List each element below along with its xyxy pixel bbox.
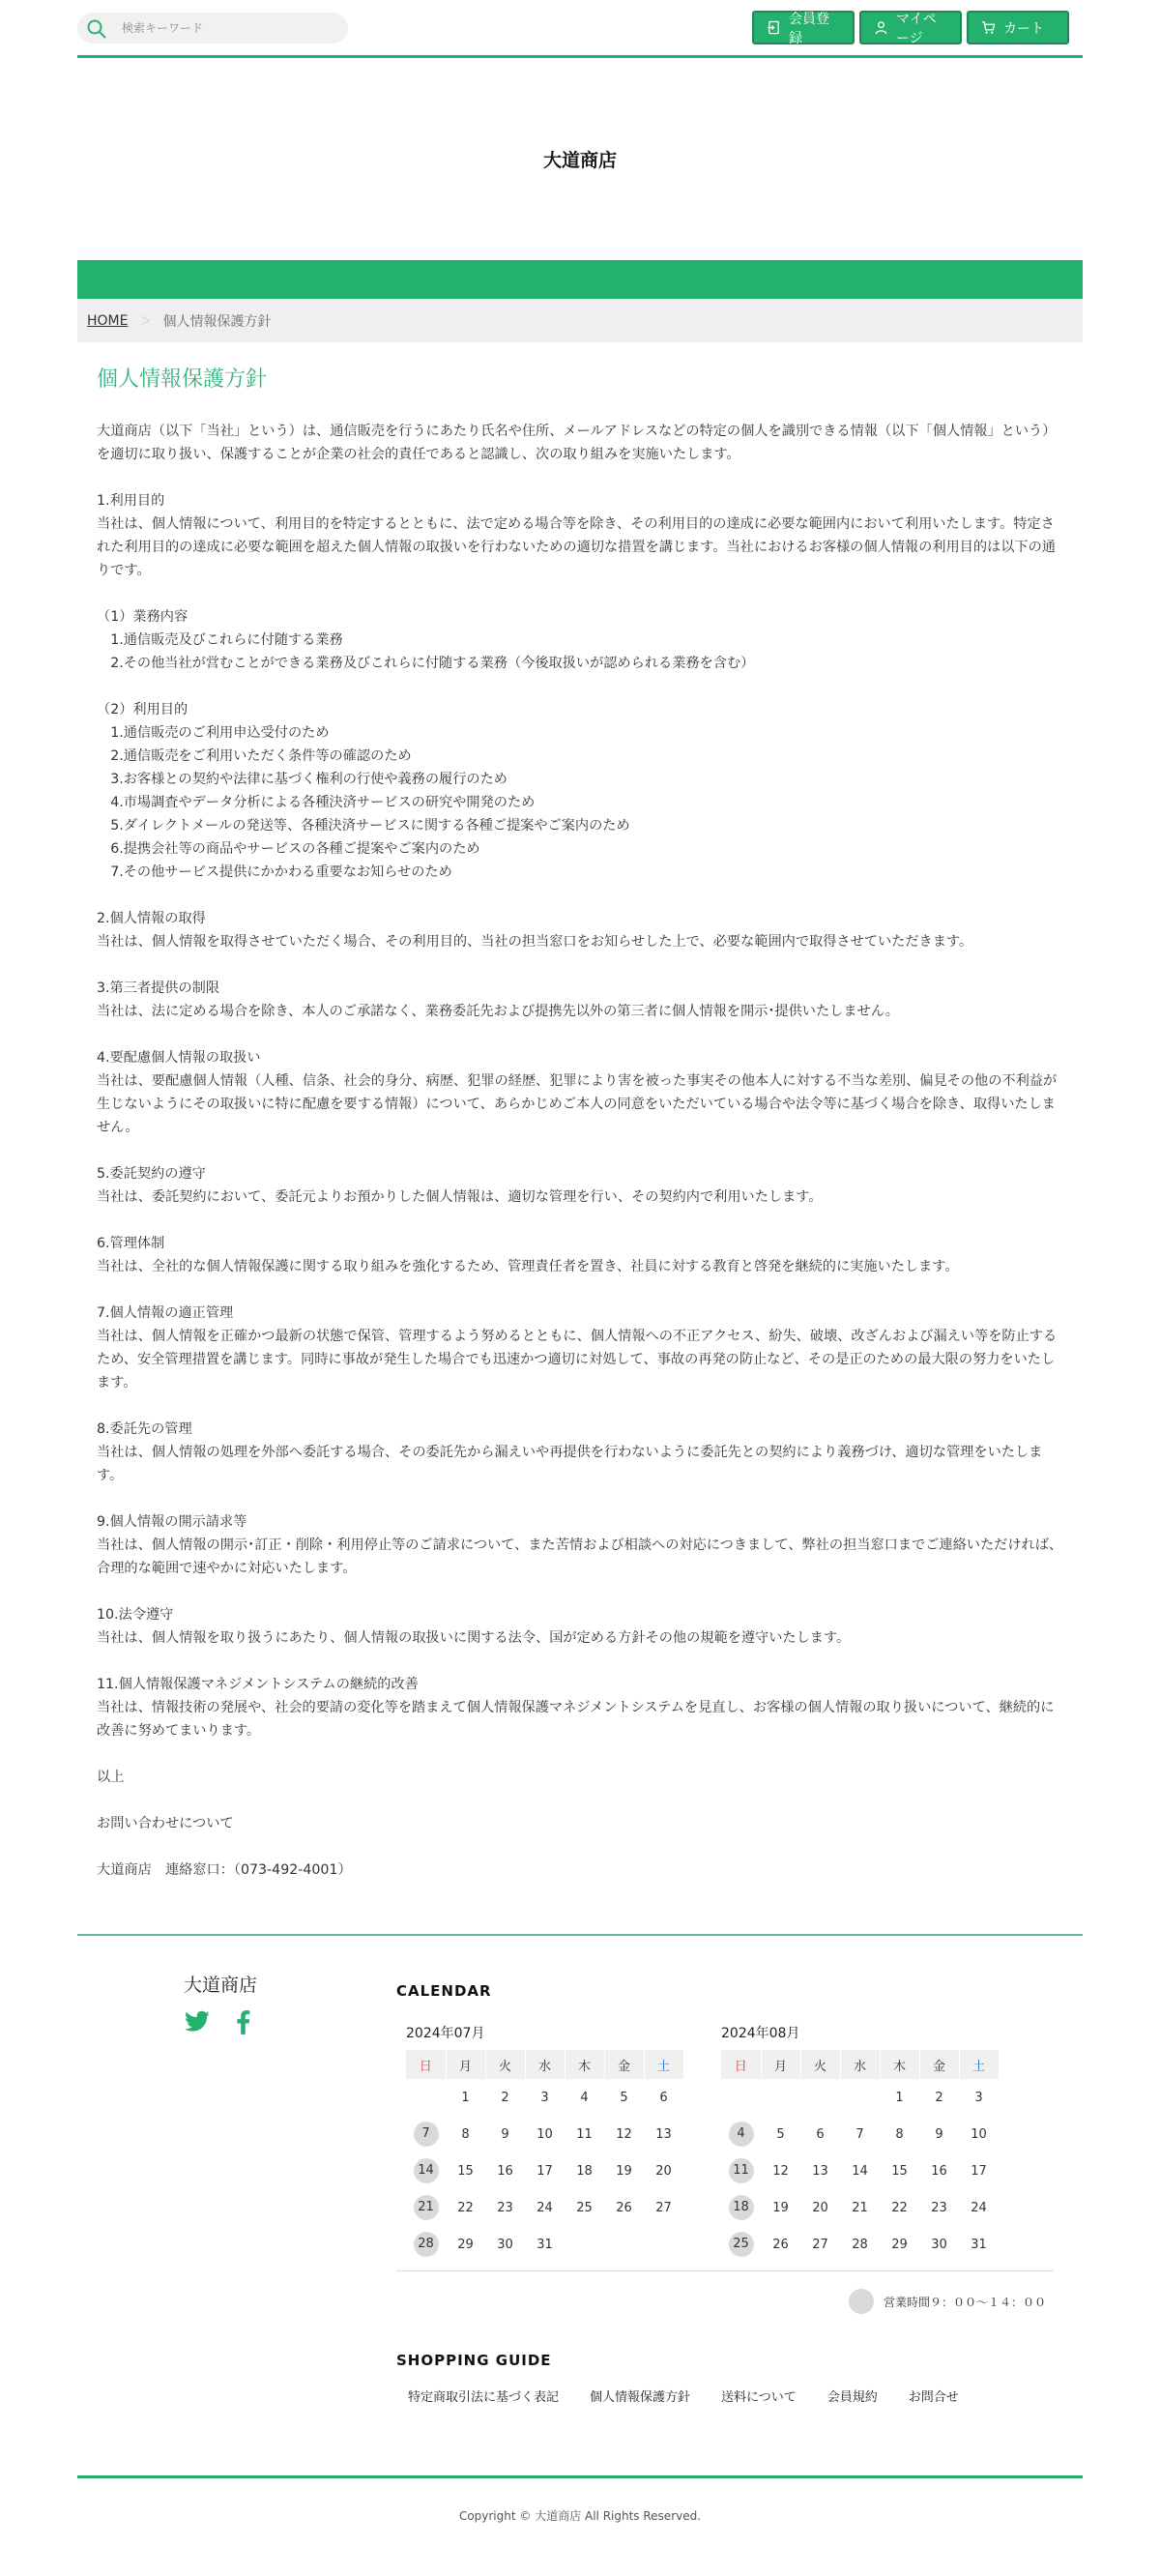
shopping-guide-heading: SHOPPING GUIDE — [396, 2352, 552, 2369]
header-bar — [77, 0, 1083, 58]
day-number: 18 — [576, 2163, 593, 2179]
day-number: 9 — [501, 2126, 509, 2142]
weekday-header: 火 — [800, 2050, 840, 2079]
calendar-day — [919, 2152, 959, 2189]
shopping-guide-links — [408, 2386, 959, 2405]
header-buttons — [752, 11, 1069, 44]
weekday-header: 土 — [959, 2050, 999, 2079]
search-input[interactable] — [122, 13, 339, 44]
calendar-day — [880, 2079, 919, 2116]
policy-paragraph: 以上 — [97, 1770, 125, 1785]
calendar-day — [959, 2226, 999, 2263]
calendar-day — [761, 2152, 800, 2189]
calendar-divider — [396, 2270, 1054, 2271]
calendar-day — [880, 2226, 919, 2263]
day-number: 24 — [536, 2200, 553, 2215]
register-icon — [767, 20, 781, 35]
policy-paragraph: 10.法令遵守 当社は、個人情報を取り扱うにあたり、個人情報の取扱いに関する法令、国が定める方針その他の規範を遵守いたします。 — [97, 1607, 851, 1646]
day-number: 4 — [580, 2090, 589, 2105]
day-number: 28 — [852, 2237, 868, 2252]
user-icon — [874, 20, 888, 35]
day-number: 23 — [931, 2200, 947, 2215]
guide-link-contact[interactable]: お問合せ — [908, 2390, 959, 2405]
calendar-day — [644, 2152, 683, 2189]
calendar-day — [840, 2079, 880, 2116]
policy-paragraph: （1）業務内容 1.通信販売及びこれらに付随する業務 2.その他当社が営むことができる業務及びこれらに付随する業務（今後取扱いが認められる業務を含む） — [97, 609, 755, 671]
day-number: 31 — [536, 2237, 553, 2252]
footer-shop-info — [184, 1971, 319, 2035]
day-number: 12 — [772, 2163, 789, 2179]
sns-links — [184, 2008, 319, 2035]
calendar-day — [604, 2189, 644, 2226]
holiday-day: 18 — [729, 2195, 754, 2220]
day-number: 19 — [772, 2200, 789, 2215]
calendar-day — [880, 2152, 919, 2189]
holiday-day: 4 — [729, 2122, 754, 2147]
calendar-day — [644, 2226, 683, 2263]
calendar-day — [406, 2226, 446, 2263]
day-number: 16 — [497, 2163, 513, 2179]
calendar-day — [880, 2116, 919, 2152]
day-number: 29 — [891, 2237, 908, 2252]
calendar-day — [721, 2226, 761, 2263]
breadcrumb — [77, 299, 1083, 342]
calendar-day — [919, 2079, 959, 2116]
page-title: 個人情報保護方針 — [97, 367, 268, 392]
calendar-day — [761, 2116, 800, 2152]
day-number: 26 — [616, 2200, 632, 2215]
cart-button[interactable] — [967, 11, 1069, 44]
calendar-day — [604, 2226, 644, 2263]
day-number: 25 — [576, 2200, 593, 2215]
twitter-icon[interactable] — [184, 2008, 211, 2035]
calendar-day — [761, 2079, 800, 2116]
policy-paragraph: 3.第三者提供の制限 当社は、法に定める場合を除き、本人のご承諾なく、業務委託先および提携先以外の第三者に個人情報を開示･提供いたしません。 — [97, 981, 899, 1019]
weekday-header: 日 — [406, 2050, 446, 2079]
policy-paragraph: 2.個人情報の取得 当社は、個人情報を取得させていただく場合、その利用目的、当社の担当窓口をお知らせした上で、必要な範囲内で取得させていただきます。 — [97, 911, 973, 950]
calendars — [406, 2023, 1054, 2263]
calendar-day — [919, 2189, 959, 2226]
month-calendar — [406, 2023, 688, 2263]
day-number: 6 — [659, 2090, 668, 2105]
calendar-day — [446, 2079, 485, 2116]
day-number: 14 — [852, 2163, 868, 2179]
day-number: 27 — [812, 2237, 828, 2252]
day-number: 8 — [461, 2126, 470, 2142]
day-number: 3 — [540, 2090, 549, 2105]
weekday-header: 木 — [880, 2050, 919, 2079]
calendar-day — [919, 2226, 959, 2263]
policy-paragraph: 9.個人情報の開示請求等 当社は、個人情報の開示･訂正・削除・利用停止等のご請求について、また苦情および相談への対応につきまして、弊社の担当窓口までご連絡いただければ、合理的な範囲で速やかに対応いたします。 — [97, 1514, 1063, 1576]
day-number: 17 — [971, 2163, 987, 2179]
holiday-legend-dot — [849, 2289, 874, 2314]
calendar-day — [800, 2226, 840, 2263]
policy-text — [97, 420, 1063, 1882]
breadcrumb-separator: ＞ — [139, 314, 152, 328]
mypage-button[interactable] — [859, 11, 962, 44]
calendar-day — [800, 2189, 840, 2226]
day-number: 27 — [655, 2200, 672, 2215]
calendar-day — [565, 2079, 604, 2116]
calendar-day — [959, 2152, 999, 2189]
day-number: 31 — [971, 2237, 987, 2252]
day-number: 20 — [812, 2200, 828, 2215]
guide-link-tokusho[interactable]: 特定商取引法に基づく表記 — [408, 2390, 560, 2405]
calendar-day — [406, 2079, 446, 2116]
policy-paragraph: 6.管理体制 当社は、全社的な個人情報保護に関する取り組みを強化するため、管理責任者を置き、社員に対する教育と啓発を継続的に実施いたします。 — [97, 1236, 959, 1274]
calendar-day — [761, 2226, 800, 2263]
day-number: 9 — [935, 2126, 943, 2142]
weekday-header: 水 — [525, 2050, 565, 2079]
policy-paragraph: （2）利用目的 1.通信販売のご利用申込受付のため 2.通信販売をご利用いただく条件等の確認のため 3.お客様との契約や法律に基づく権利の行使や義務の履行のため 4.市場調査やデータ分析による各種決済サービスの研究や開発のため 5.ダイレクトメールの発送等、各種決済サービスに関する各種ご提案やご案内のため 6.提携会社等の商品やサービスの各種ご提案やご案内のため 7.その他サービス提供にかかわる重要なお知らせのため — [97, 702, 630, 880]
calendar-day — [604, 2152, 644, 2189]
day-number: 20 — [655, 2163, 672, 2179]
day-number: 2 — [935, 2090, 943, 2105]
holiday-day: 11 — [729, 2158, 754, 2183]
day-number: 6 — [816, 2126, 825, 2142]
calendar-day — [644, 2189, 683, 2226]
calendar-day — [721, 2152, 761, 2189]
weekday-header: 月 — [761, 2050, 800, 2079]
calendar-day — [840, 2152, 880, 2189]
day-number: 26 — [772, 2237, 789, 2252]
register-button[interactable] — [752, 11, 855, 44]
day-number: 2 — [501, 2090, 509, 2105]
calendar-day — [604, 2116, 644, 2152]
calendar-day — [959, 2079, 999, 2116]
day-number: 10 — [536, 2126, 553, 2142]
calendar-day — [800, 2152, 840, 2189]
day-number: 29 — [457, 2237, 474, 2252]
calendar-day — [446, 2152, 485, 2189]
calendar-day — [565, 2226, 604, 2263]
day-number: 13 — [655, 2126, 672, 2142]
calendar-day — [485, 2116, 525, 2152]
calendar-day — [565, 2189, 604, 2226]
calendar-table — [721, 2050, 1000, 2263]
day-number: 12 — [616, 2126, 632, 2142]
policy-paragraph: 大道商店 連絡窓口：（073-492-4001） — [97, 1862, 352, 1878]
register-label: 会員登録 — [789, 11, 829, 46]
global-nav-band — [77, 260, 1083, 299]
calendar-day — [446, 2189, 485, 2226]
cart-icon — [981, 20, 996, 35]
weekday-header: 月 — [446, 2050, 485, 2079]
day-number: 7 — [856, 2126, 864, 2142]
policy-paragraph: 大道商店（以下「当社」という）は、通信販売を行うにあたり氏名や住所、メールアドレスなどの特定の個人を識別できる情報（以下「個人情報」という）を適切に取り扱い、保護することが企業の社会的責任であると認識し、次の取り組みを実施いたします。 — [97, 424, 1057, 462]
calendar-day — [721, 2116, 761, 2152]
weekday-header: 土 — [644, 2050, 683, 2079]
weekday-header: 金 — [919, 2050, 959, 2079]
calendar-day — [840, 2226, 880, 2263]
holiday-day: 25 — [729, 2232, 754, 2257]
calendar-day — [721, 2189, 761, 2226]
day-number: 22 — [891, 2200, 908, 2215]
calendar-day — [485, 2189, 525, 2226]
calendar-day — [406, 2152, 446, 2189]
main-content — [77, 366, 1083, 1934]
day-number: 22 — [457, 2200, 474, 2215]
day-number: 13 — [812, 2163, 828, 2179]
calendar-day — [644, 2079, 683, 2116]
day-number: 5 — [620, 2090, 628, 2105]
calendar-day — [565, 2152, 604, 2189]
calendar-day — [644, 2116, 683, 2152]
calendar-day — [761, 2189, 800, 2226]
day-number: 23 — [497, 2200, 513, 2215]
guide-link-terms[interactable]: 会員規約 — [826, 2390, 878, 2405]
copyright: Copyright © 大道商店 All Rights Reserved. — [458, 2509, 702, 2523]
calendar-day — [800, 2079, 840, 2116]
day-number: 3 — [974, 2090, 983, 2105]
calendar-day — [446, 2226, 485, 2263]
policy-paragraph: 8.委託先の管理 当社は、個人情報の処理を外部へ委託する場合、その委託先から漏えいや再提供を行わないように委託先との契約により義務づけ、適切な管理をいたします。 — [97, 1421, 1043, 1483]
day-number: 30 — [497, 2237, 513, 2252]
facebook-icon[interactable] — [230, 2008, 257, 2035]
month-calendar — [721, 2023, 1003, 2263]
holiday-day: 21 — [414, 2195, 439, 2220]
weekday-header: 火 — [485, 2050, 525, 2079]
weekday-header: 金 — [604, 2050, 644, 2079]
calendar-day — [406, 2189, 446, 2226]
breadcrumb-current: 個人情報保護方針 — [162, 313, 272, 330]
shop-logo-title[interactable]: 大道商店 — [542, 150, 617, 171]
calendar-table — [406, 2050, 684, 2263]
weekday-header: 日 — [721, 2050, 761, 2079]
day-number: 30 — [931, 2237, 947, 2252]
policy-paragraph: 5.委託契約の遵守 当社は、委託契約において、委託元よりお預かりした個人情報は、適切な管理を行い、その契約内で利用いたします。 — [97, 1166, 823, 1205]
day-number: 1 — [461, 2090, 470, 2105]
mypage-label: マイページ — [896, 11, 937, 46]
day-number: 11 — [576, 2126, 593, 2142]
calendar-day — [959, 2116, 999, 2152]
calendar-heading: CALENDAR — [396, 1982, 492, 2000]
policy-paragraph: お問い合わせについて — [97, 1816, 234, 1831]
cart-label: カート — [1003, 20, 1044, 37]
day-number: 1 — [895, 2090, 904, 2105]
calendar-day — [525, 2152, 565, 2189]
calendar-month-title: 2024年07月 — [406, 2026, 485, 2041]
holiday-day: 14 — [414, 2158, 439, 2183]
policy-paragraph: 11.個人情報保護マネジメントシステムの継続的改善 当社は、情報技術の発展や、社会的要請の変化等を踏まえて個人情報保護マネジメントシステムを見直し、お客様の個人情報の取り扱いについて、継続的に改善に努めてまいります。 — [97, 1677, 1055, 1739]
day-number: 21 — [852, 2200, 868, 2215]
calendar-day — [525, 2116, 565, 2152]
calendar-month-title: 2024年08月 — [721, 2026, 800, 2041]
policy-paragraph: 4.要配慮個人情報の取扱い 当社は、要配慮個人情報（人種、信条、社会的身分、病歴、犯罪の経歴、犯罪により害を被った事実その他本人に対する不当な差別、偏見その他の不利益が生じないようにその取扱いに特に配慮を要する情報）について、あらかじめご本人の同意をいただいている場合や法令等に基づく場合を除き、取得いたしません。 — [97, 1050, 1058, 1135]
day-number: 15 — [457, 2163, 474, 2179]
day-number: 15 — [891, 2163, 908, 2179]
calendar-day — [525, 2189, 565, 2226]
calendar-day — [604, 2079, 644, 2116]
calendar-day — [800, 2116, 840, 2152]
calendar-section — [396, 1982, 1054, 2314]
holiday-day: 7 — [414, 2122, 439, 2147]
calendar-day — [721, 2079, 761, 2116]
footer — [77, 1936, 1083, 2475]
calendar-day — [840, 2189, 880, 2226]
day-number: 10 — [971, 2126, 987, 2142]
policy-paragraph: 1.利用目的 当社は、個人情報について、利用目的を特定するとともに、法で定める場合等を除き、その利用目的の達成に必要な範囲内において利用いたします。特定された利用目的の達成に必要な範囲を超えた個人情報の取扱いを行わないための適切な措置を講じます。当社におけるお客様の個人情報の利用目的は以下の通りです。 — [97, 493, 1056, 578]
day-number: 16 — [931, 2163, 947, 2179]
calendar-day — [919, 2116, 959, 2152]
calendar-day — [880, 2189, 919, 2226]
calendar-day — [485, 2152, 525, 2189]
day-number: 8 — [895, 2126, 904, 2142]
calendar-day — [565, 2116, 604, 2152]
guide-link-privacy[interactable]: 個人情報保護方針 — [590, 2390, 691, 2405]
weekday-header: 木 — [565, 2050, 604, 2079]
calendar-day — [525, 2226, 565, 2263]
search-icon[interactable] — [85, 17, 108, 41]
calendar-day — [485, 2226, 525, 2263]
calendar-day — [959, 2189, 999, 2226]
calendar-legend — [396, 2289, 1054, 2314]
calendar-day — [446, 2116, 485, 2152]
holiday-day: 28 — [414, 2232, 439, 2257]
day-number: 24 — [971, 2200, 987, 2215]
day-number: 19 — [616, 2163, 632, 2179]
calendar-day — [840, 2116, 880, 2152]
weekday-header: 水 — [840, 2050, 880, 2079]
day-number: 17 — [536, 2163, 553, 2179]
legend-text: 営業時間９：００〜１４：００ — [883, 2295, 1046, 2309]
policy-paragraph: 7.個人情報の適正管理 当社は、個人情報を正確かつ最新の状態で保管、管理するよう努めるとともに、個人情報への不正アクセス、紛失、破壊、改ざんおよび漏えい等を防止するため、安全管理措置を講じます。同時に事故が発生した場合でも迅速かつ適切に対処して、事故の再発の防止など、その是正のための最大限の努力をいたします。 — [97, 1305, 1058, 1390]
guide-link-shipping[interactable]: 送料について — [721, 2390, 797, 2405]
calendar-day — [485, 2079, 525, 2116]
shopping-guide — [396, 2352, 959, 2405]
calendar-day — [406, 2116, 446, 2152]
calendar-day — [525, 2079, 565, 2116]
footer-shop-name[interactable]: 大道商店 — [184, 1975, 258, 1996]
day-number: 5 — [776, 2126, 785, 2142]
breadcrumb-home[interactable]: HOME — [87, 312, 129, 329]
search-box[interactable] — [77, 13, 348, 44]
